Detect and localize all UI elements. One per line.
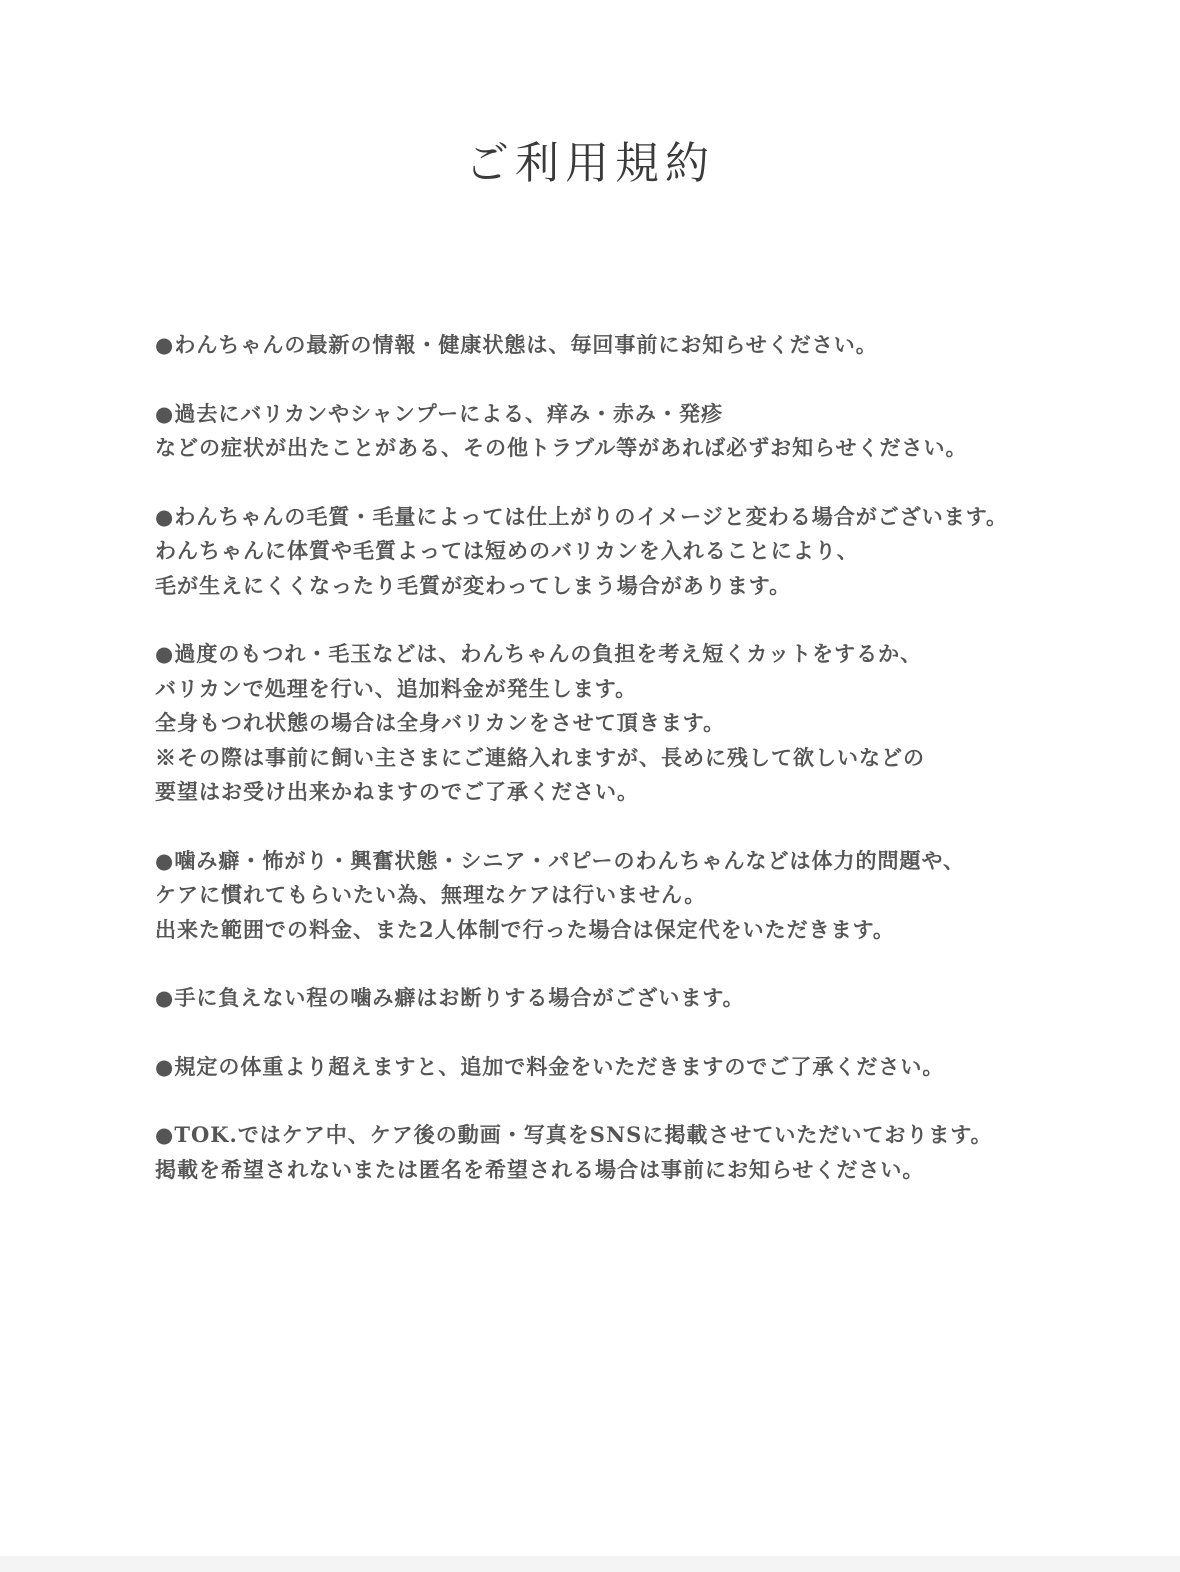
term-line: ●わんちゃんの毛質・毛量によっては仕上がりのイメージと変わる場合がございます。: [155, 503, 1009, 529]
term-line: 毛が生えにくくなったり毛質が変わってしまう場合があります。: [155, 572, 792, 598]
term-line: ●過度のもつれ・毛玉などは、わんちゃんの負担を考え短くカットをするか、: [155, 641, 923, 666]
term-line: 出来た範囲での料金、また2人体制で行った場合は保定代をいただきます。: [155, 916, 895, 942]
term-item-sns-posting: [155, 1118, 1055, 1187]
term-item-coat-quality: [155, 500, 1055, 604]
term-item-matting: [155, 637, 1055, 810]
term-line: ●手に負えない程の噛み癖はお断りする場合がございます。: [155, 985, 745, 1010]
term-line: わんちゃんに体質や毛質よっては短めのバリカンを入れることにより、: [155, 538, 859, 563]
page-title: ご利用規約: [465, 138, 715, 189]
term-line: ●TOK.ではケア中、ケア後の動画・写真をSNSに掲載させていただいております。: [155, 1122, 993, 1147]
term-line: 要望はお受け出来かねますのでご了承ください。: [155, 779, 639, 804]
term-item-behavior: [155, 844, 1055, 948]
term-item-health-info: [155, 328, 1055, 363]
term-line: ●噛み癖・怖がり・興奮状態・シニア・パピーのわんちゃんなどは体力的問題や、: [155, 847, 966, 873]
term-line: などの症状が出たことがある、その他トラブル等があれば必ずお知らせください。: [155, 435, 968, 460]
term-item-weight-fee: [155, 1050, 1055, 1085]
term-line: ●過去にバリカンやシャンプーによる、痒み・赤み・発疹: [155, 400, 724, 426]
footer-divider: [0, 1556, 1180, 1572]
term-line: バリカンで処理を行い、追加料金が発生します。: [155, 675, 638, 701]
term-line: 掲載を希望されないまたは匿名を希望される場合は事前にお知らせください。: [155, 1156, 925, 1182]
term-line: ●規定の体重より超えますと、追加で料金をいただきますのでご了承ください。: [155, 1053, 945, 1079]
terms-list: [155, 328, 1055, 1221]
term-line: ※その際は事前に飼い主さまにご連絡入れますが、長めに残して欲しいなどの: [155, 744, 925, 770]
term-line: ケアに慣れてもらいたい為、無理なケアは行いません。: [155, 882, 707, 907]
term-line: 全身もつれ状態の場合は全身バリカンをさせて頂きます。: [155, 710, 726, 735]
term-item-biting-refusal: [155, 981, 1055, 1016]
term-item-skin-trouble: [155, 397, 1055, 466]
term-line: ●わんちゃんの最新の情報・健康状態は、毎回事前にお知らせください。: [155, 332, 878, 357]
